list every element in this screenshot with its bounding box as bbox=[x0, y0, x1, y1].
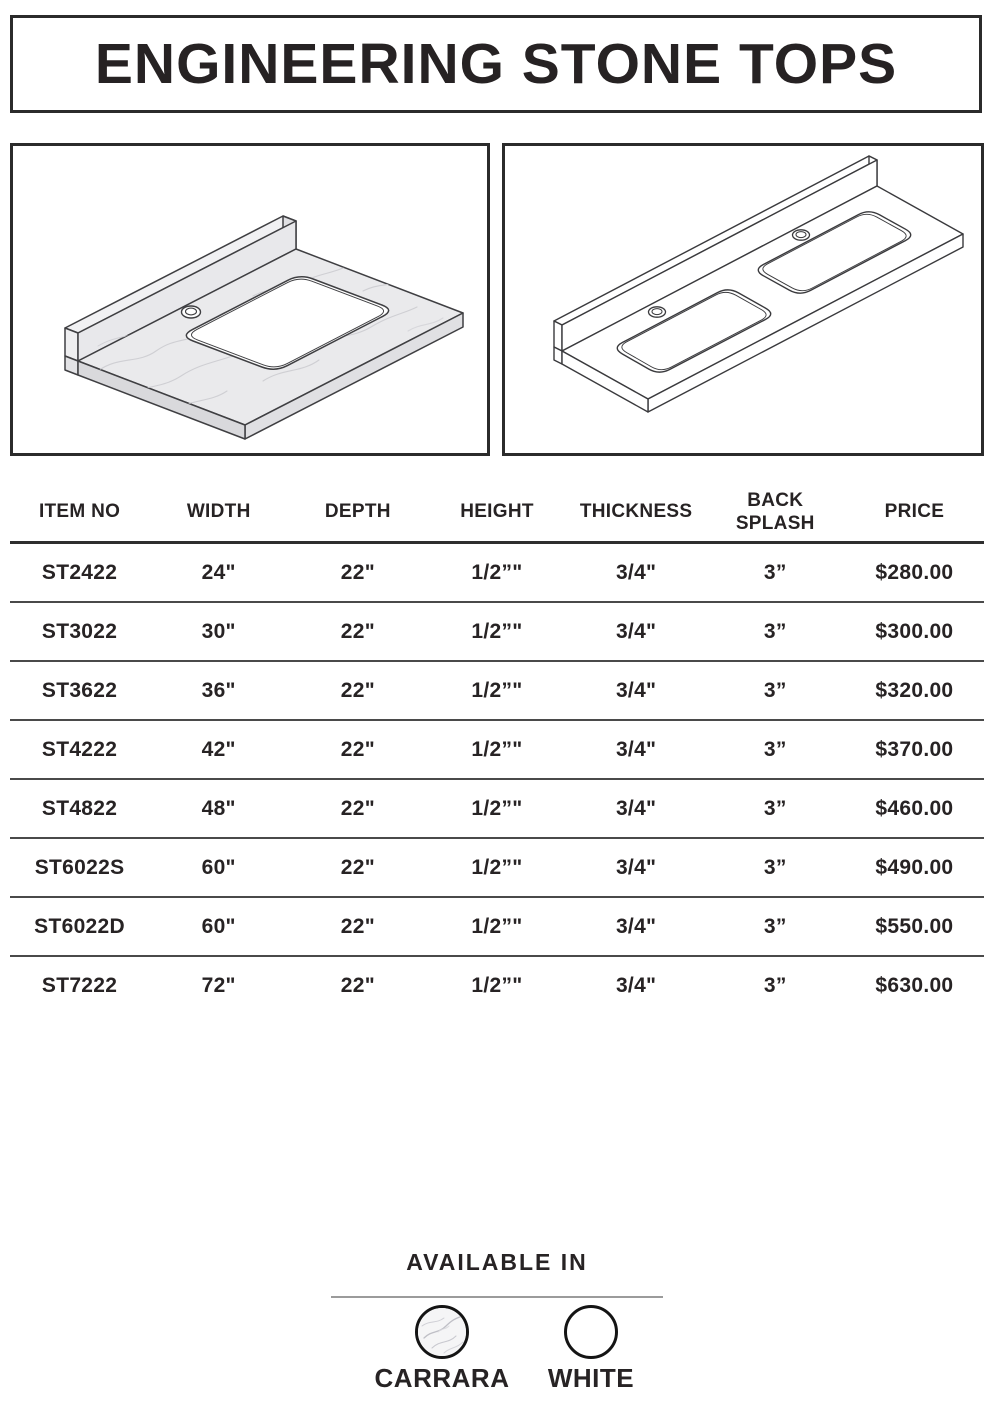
item-no-cell: ST3622 bbox=[41, 678, 118, 702]
width-cell: 72" bbox=[201, 973, 236, 997]
height-cell: 1/2”" bbox=[471, 973, 523, 997]
available-in-divider bbox=[331, 1296, 663, 1298]
width-cell: 60" bbox=[201, 855, 236, 879]
table-header-row bbox=[10, 484, 984, 544]
header-cell-price: PRICE bbox=[884, 501, 945, 523]
item-no-cell: ST6022D bbox=[34, 914, 125, 938]
white-swatch bbox=[564, 1305, 618, 1359]
depth-cell: 22" bbox=[340, 678, 375, 702]
depth-cell: 22" bbox=[340, 855, 375, 879]
backsplash-cell: 3” bbox=[763, 678, 787, 702]
backsplash-cell: 3” bbox=[763, 560, 787, 584]
item-no-cell: ST2422 bbox=[41, 560, 118, 584]
header-cell-depth: DEPTH bbox=[324, 501, 391, 523]
height-cell: 1/2”" bbox=[471, 560, 523, 584]
price-cell: $550.00 bbox=[875, 914, 954, 938]
depth-cell: 22" bbox=[340, 914, 375, 938]
thickness-cell: 3/4" bbox=[615, 855, 657, 879]
depth-cell: 22" bbox=[340, 796, 375, 820]
single-sink-top-drawing bbox=[13, 146, 487, 453]
double-sink-top-drawing bbox=[505, 146, 981, 453]
width-cell: 24" bbox=[201, 560, 236, 584]
thickness-cell: 3/4" bbox=[615, 560, 657, 584]
title-box bbox=[10, 15, 982, 113]
backsplash-cell: 3” bbox=[763, 619, 787, 643]
item-no-cell: ST3022 bbox=[41, 619, 118, 643]
table-row bbox=[10, 839, 984, 898]
item-no-cell: ST4822 bbox=[41, 796, 118, 820]
depth-cell: 22" bbox=[340, 619, 375, 643]
height-cell: 1/2”" bbox=[471, 737, 523, 761]
width-cell: 30" bbox=[201, 619, 236, 643]
carrara-label: CARRARA bbox=[374, 1363, 510, 1393]
table-row bbox=[10, 780, 984, 839]
thickness-cell: 3/4" bbox=[615, 914, 657, 938]
thickness-cell: 3/4" bbox=[615, 619, 657, 643]
width-cell: 48" bbox=[201, 796, 236, 820]
price-cell: $300.00 bbox=[875, 619, 954, 643]
header-cell-width: WIDTH bbox=[186, 501, 251, 523]
height-cell: 1/2”" bbox=[471, 855, 523, 879]
available-in-heading: AVAILABLE IN bbox=[406, 1249, 588, 1275]
page-title: ENGINEERING STONE TOPS bbox=[94, 32, 898, 96]
single-sink-drawing-frame bbox=[10, 143, 490, 456]
width-cell: 60" bbox=[201, 914, 236, 938]
depth-cell: 22" bbox=[340, 737, 375, 761]
table-row bbox=[10, 898, 984, 957]
price-cell: $630.00 bbox=[875, 973, 954, 997]
thickness-cell: 3/4" bbox=[615, 973, 657, 997]
white-label: WHITE bbox=[547, 1363, 635, 1393]
backsplash-cell: 3” bbox=[763, 796, 787, 820]
width-cell: 36" bbox=[201, 678, 236, 702]
spec-table bbox=[10, 484, 984, 1014]
backsplash-cell: 3” bbox=[763, 973, 787, 997]
depth-cell: 22" bbox=[340, 560, 375, 584]
thickness-cell: 3/4" bbox=[615, 737, 657, 761]
backsplash-cell: 3” bbox=[763, 914, 787, 938]
thickness-cell: 3/4" bbox=[615, 796, 657, 820]
price-cell: $280.00 bbox=[875, 560, 954, 584]
table-row bbox=[10, 957, 984, 1014]
depth-cell: 22" bbox=[340, 973, 375, 997]
table-row bbox=[10, 721, 984, 780]
height-cell: 1/2”" bbox=[471, 796, 523, 820]
table-row bbox=[10, 544, 984, 603]
table-row bbox=[10, 603, 984, 662]
price-cell: $490.00 bbox=[875, 855, 954, 879]
height-cell: 1/2”" bbox=[471, 678, 523, 702]
price-cell: $370.00 bbox=[875, 737, 954, 761]
backsplash-cell: 3” bbox=[763, 855, 787, 879]
width-cell: 42" bbox=[201, 737, 236, 761]
carrara-swatch bbox=[415, 1305, 469, 1359]
backsplash-cell: 3” bbox=[763, 737, 787, 761]
item-no-cell: ST4222 bbox=[41, 737, 118, 761]
height-cell: 1/2”" bbox=[471, 619, 523, 643]
item-no-cell: ST7222 bbox=[41, 973, 118, 997]
header-cell-item-no: ITEM NO bbox=[38, 501, 121, 523]
price-cell: $320.00 bbox=[875, 678, 954, 702]
header-cell-height: HEIGHT bbox=[460, 501, 534, 523]
item-no-cell: ST6022S bbox=[34, 855, 125, 879]
header-cell-thickness: THICKNESS bbox=[579, 501, 693, 523]
table-row bbox=[10, 662, 984, 721]
double-sink-drawing-frame bbox=[502, 143, 984, 456]
thickness-cell: 3/4" bbox=[615, 678, 657, 702]
header-cell-backsplash: BACK SPLASH bbox=[735, 490, 815, 534]
marble-texture-icon bbox=[418, 1308, 466, 1356]
price-cell: $460.00 bbox=[875, 796, 954, 820]
height-cell: 1/2”" bbox=[471, 914, 523, 938]
